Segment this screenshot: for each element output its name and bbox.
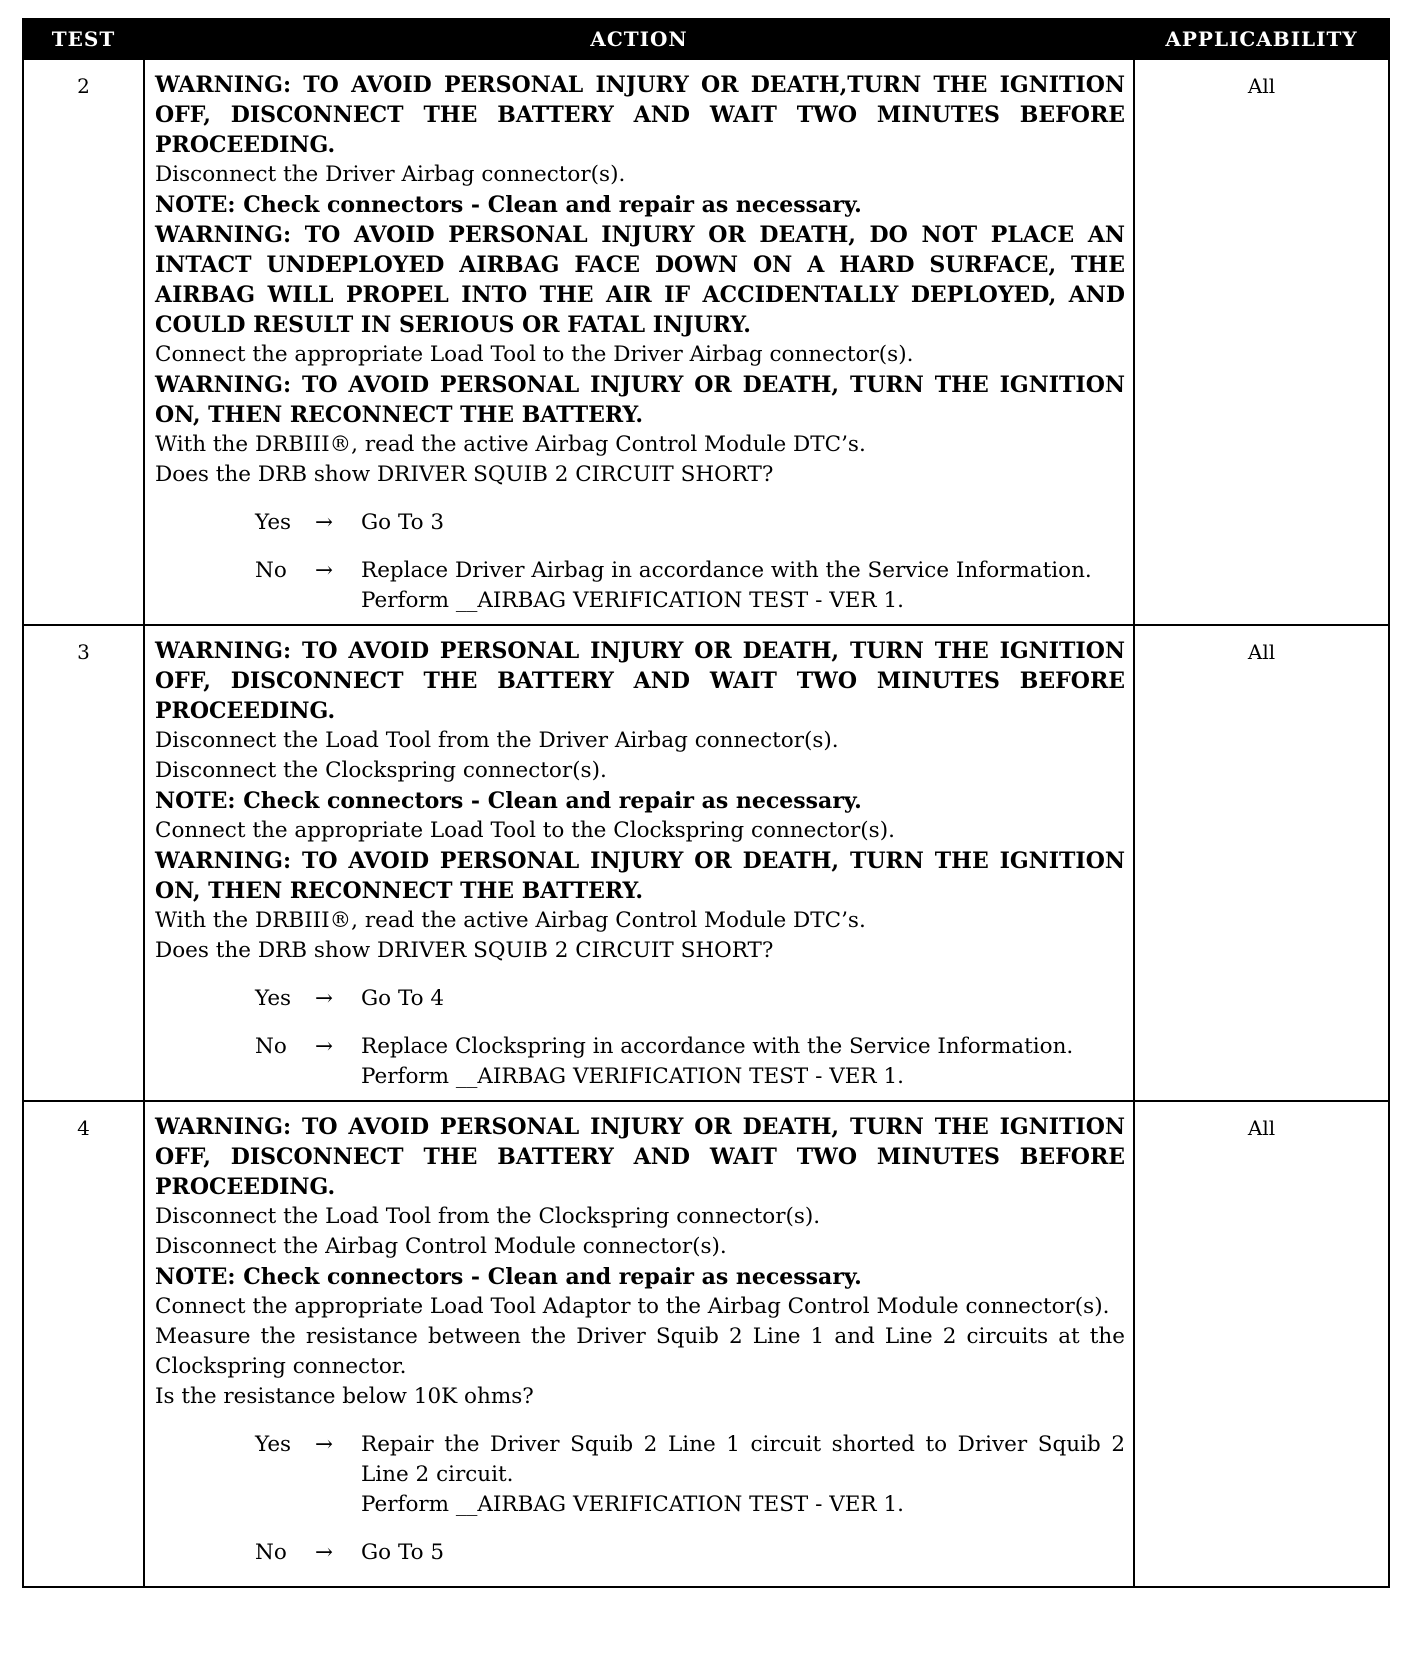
arrow-right-icon: → — [315, 1432, 334, 1457]
procedure-page — [22, 18, 1388, 1588]
result-text: Go To 5 — [361, 1540, 445, 1565]
table-row — [23, 59, 1389, 625]
warning-text: WARNING: TO AVOID PERSONAL INJURY OR DEATH, TURN THE IGNITION OFF, DISCONNECT THE BATTERY AND WAIT TWO MINUTES BEFORE PROCEEDING. — [155, 1114, 1125, 1200]
warning-text: WARNING: TO AVOID PERSONAL INJURY OR DEATH,TURN THE IGNITION OFF, DISCONNECT THE BATTERY AND WAIT TWO MINUTES BEFORE PROCEEDING. — [155, 72, 1125, 158]
arrow-right-icon: → — [315, 1034, 334, 1059]
branch-result — [361, 1032, 1125, 1092]
result-text: Perform __AIRBAG VERIFICATION TEST - VER 1. — [361, 588, 904, 613]
instruction-text: Does the DRB show DRIVER SQUIB 2 CIRCUIT SHORT? — [155, 938, 774, 963]
warning-text: WARNING: TO AVOID PERSONAL INJURY OR DEATH, TURN THE IGNITION OFF, DISCONNECT THE BATTERY AND WAIT TWO MINUTES BEFORE PROCEEDING. — [155, 638, 1125, 724]
instruction-text: With the DRBIII®, read the active Airbag Control Module DTC’s. — [155, 432, 866, 457]
branch-no — [155, 1032, 1125, 1092]
warning-text: WARNING: TO AVOID PERSONAL INJURY OR DEATH, DO NOT PLACE AN INTACT UNDEPLOYED AIRBAG FACE DOWN ON A HARD SURFACE, THE AIRBAG WILL PROPEL INTO THE AIR IF ACCIDENTALLY DEPLOYED, AND COULD RESULT IN SERIOUS OR FATAL INJURY. — [155, 222, 1125, 338]
branch-yes — [155, 984, 1125, 1014]
result-text: Repair the Driver Squib 2 Line 1 circuit shorted to Driver Squib 2 Line 2 circuit. — [361, 1432, 1125, 1487]
branch-answer: No — [255, 1034, 287, 1059]
result-text: Perform __AIRBAG VERIFICATION TEST - VER 1. — [361, 1492, 904, 1517]
instruction-text: Disconnect the Load Tool from the Driver Airbag connector(s). — [155, 728, 839, 753]
warning-text: NOTE: Check connectors - Clean and repair as necessary. — [155, 192, 862, 218]
branch-no — [155, 556, 1125, 616]
test-number: 3 — [23, 625, 144, 1101]
table-row — [23, 625, 1389, 1101]
instruction-text: With the DRBIII®, read the active Airbag Control Module DTC’s. — [155, 908, 866, 933]
instruction-text: Connect the appropriate Load Tool to the Clockspring connector(s). — [155, 818, 895, 843]
arrow-right-icon: → — [315, 510, 334, 535]
branch-result — [361, 508, 1125, 538]
branch-result — [361, 1538, 1125, 1568]
header-test: TEST — [23, 19, 144, 59]
warning-text: WARNING: TO AVOID PERSONAL INJURY OR DEATH, TURN THE IGNITION ON, THEN RECONNECT THE BATTERY. — [155, 372, 1125, 428]
header-action: ACTION — [144, 19, 1134, 59]
result-text: Replace Driver Airbag in accordance with the Service Information. — [361, 558, 1092, 583]
action-cell — [144, 1101, 1134, 1587]
branch-result — [361, 556, 1125, 616]
branch-answer: No — [255, 1540, 287, 1565]
arrow-right-icon: → — [315, 986, 334, 1011]
header-applicability: APPLICABILITY — [1134, 19, 1389, 59]
arrow-right-icon: → — [315, 558, 334, 583]
result-text: Go To 4 — [361, 986, 445, 1011]
branch-yes — [155, 1430, 1125, 1520]
test-number: 2 — [23, 59, 144, 625]
warning-text: WARNING: TO AVOID PERSONAL INJURY OR DEATH, TURN THE IGNITION ON, THEN RECONNECT THE BATTERY. — [155, 848, 1125, 904]
diagnostic-table — [22, 18, 1390, 1588]
branch-answer: Yes — [255, 986, 292, 1011]
instruction-text: Disconnect the Clockspring connector(s). — [155, 758, 607, 783]
action-cell — [144, 59, 1134, 625]
instruction-text: Disconnect the Load Tool from the Clockspring connector(s). — [155, 1204, 821, 1229]
warning-text: NOTE: Check connectors - Clean and repair as necessary. — [155, 1264, 862, 1290]
action-cell — [144, 625, 1134, 1101]
applicability-value: All — [1134, 1101, 1389, 1587]
instruction-text: Does the DRB show DRIVER SQUIB 2 CIRCUIT SHORT? — [155, 462, 774, 487]
instruction-text: Disconnect the Airbag Control Module connector(s). — [155, 1234, 727, 1259]
instruction-text: Connect the appropriate Load Tool to the Driver Airbag connector(s). — [155, 342, 914, 367]
branch-answer: No — [255, 558, 287, 583]
instruction-text: Disconnect the Driver Airbag connector(s). — [155, 162, 626, 187]
branch-answer: Yes — [255, 1432, 292, 1457]
result-text: Replace Clockspring in accordance with the Service Information. — [361, 1034, 1074, 1059]
applicability-value: All — [1134, 625, 1389, 1101]
warning-text: NOTE: Check connectors - Clean and repair as necessary. — [155, 788, 862, 814]
branch-no — [155, 1538, 1125, 1568]
test-number: 4 — [23, 1101, 144, 1587]
arrow-right-icon: → — [315, 1540, 334, 1565]
branch-yes — [155, 508, 1125, 538]
branch-result — [361, 984, 1125, 1014]
instruction-text: Is the resistance below 10K ohms? — [155, 1384, 534, 1409]
instruction-text: Connect the appropriate Load Tool Adaptor to the Airbag Control Module connector(s). — [155, 1294, 1110, 1319]
instruction-text: Measure the resistance between the Driver Squib 2 Line 1 and Line 2 circuits at the Clockspring connector. — [155, 1324, 1125, 1379]
table-body — [23, 59, 1389, 1587]
branch-result — [361, 1430, 1125, 1520]
table-header-row — [23, 19, 1389, 59]
table-row — [23, 1101, 1389, 1587]
result-text: Go To 3 — [361, 510, 445, 535]
branch-answer: Yes — [255, 510, 292, 535]
applicability-value: All — [1134, 59, 1389, 625]
result-text: Perform __AIRBAG VERIFICATION TEST - VER 1. — [361, 1064, 904, 1089]
